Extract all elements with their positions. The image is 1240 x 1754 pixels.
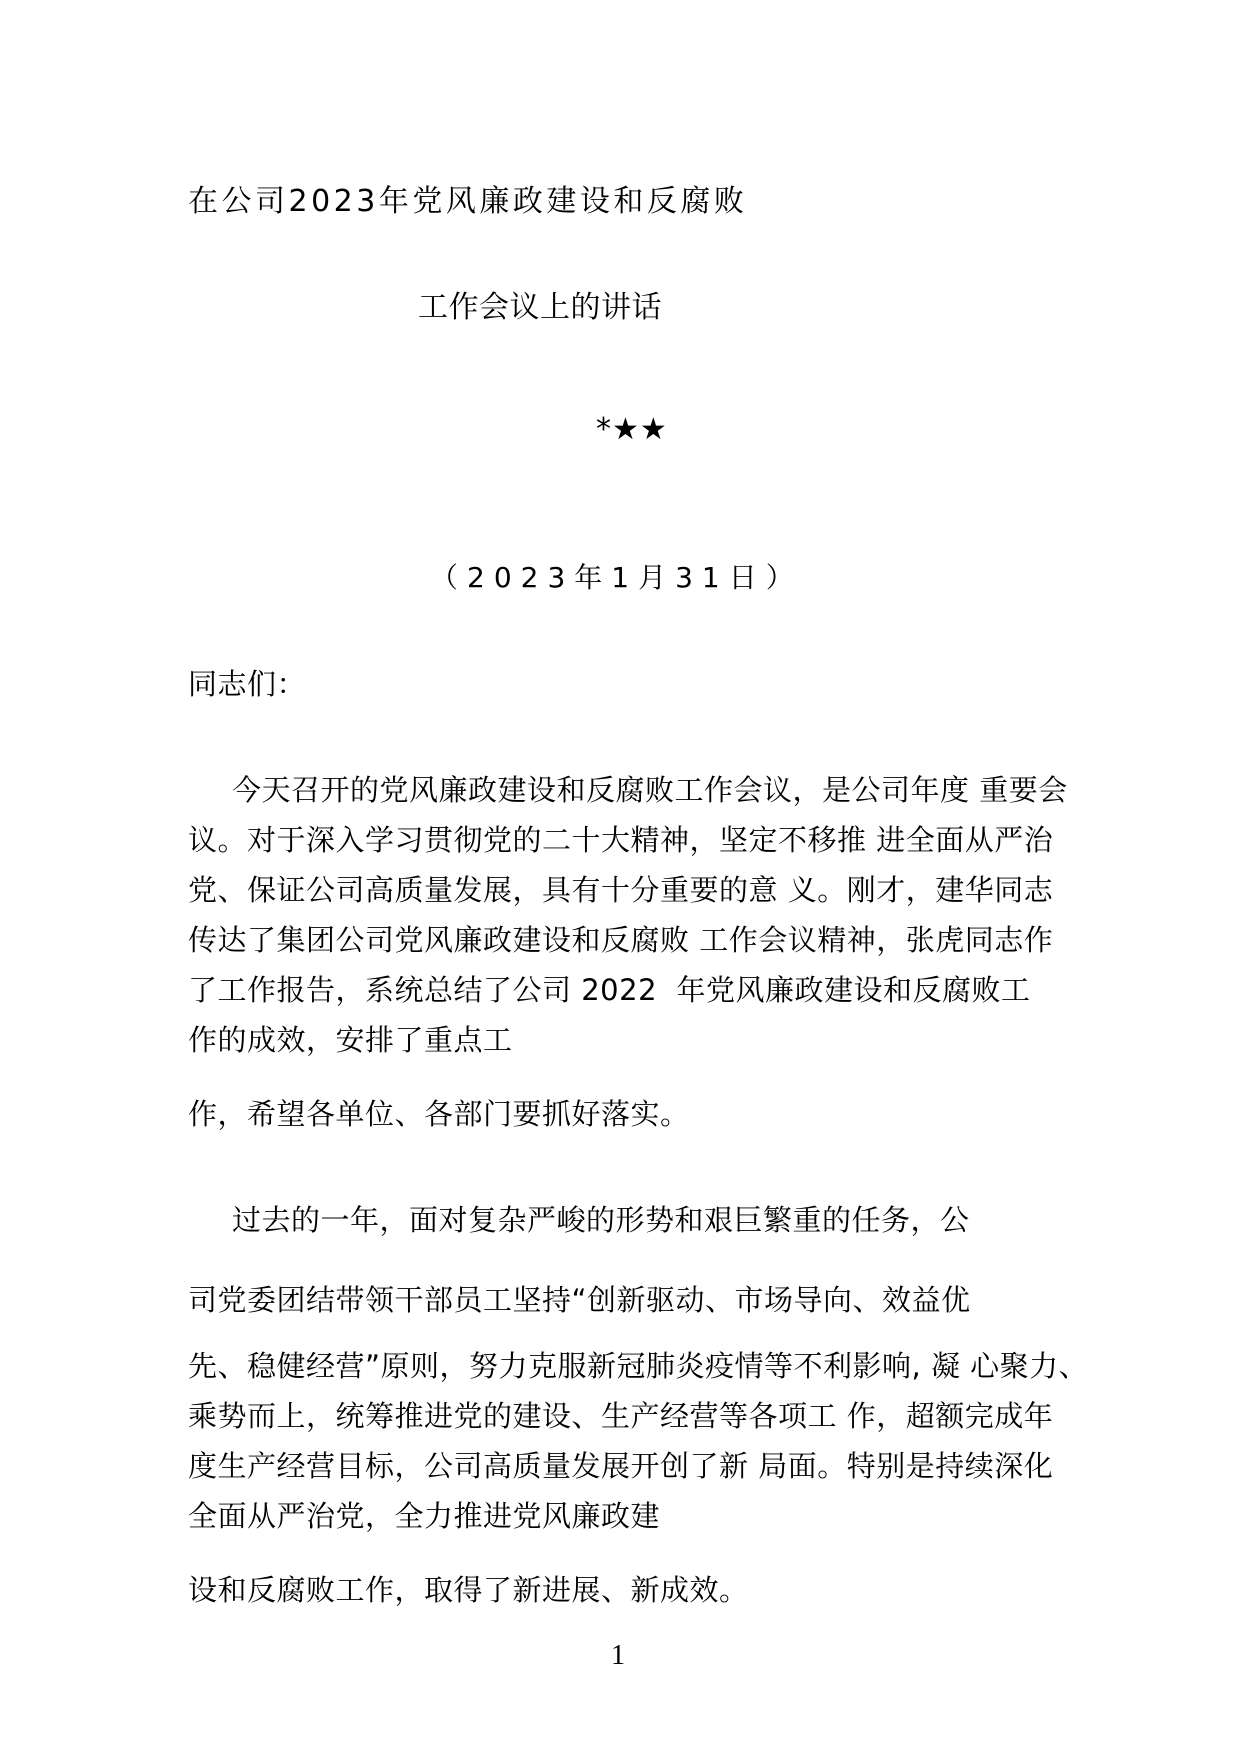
paragraph-2-line-4: 乘势而上，统筹推进党的建设、生产经营等各项工 作，超额完成年	[188, 1399, 1054, 1433]
document-title-line-2: 工作会议上的讲话	[418, 290, 662, 325]
paragraph-2-line-6: 全面从严治党，全力推进党风廉政建	[188, 1499, 661, 1533]
paragraph-1-line-5: 了工作报告，系统总结了公司 2022 年党风廉政建设和反腐败工	[188, 973, 1031, 1007]
paragraph-2-line-3: 先、稳健经营”原则，努力克服新冠肺炎疫情等不利影响, 凝 心聚力、	[188, 1349, 1089, 1383]
salutation: 同志们：	[188, 667, 307, 701]
paragraph-1-line-6: 作的成效，安排了重点工	[188, 1023, 513, 1057]
paragraph-2-line-7: 设和反腐败工作，取得了新进展、新成效。	[188, 1573, 749, 1607]
paragraph-1-line-3: 党、保证公司高质量发展，具有十分重要的意 义。刚才，建华同志	[188, 873, 1054, 907]
paragraph-1-line-1: 今天召开的党风廉政建设和反腐败工作会议，是公司年度 重要会	[232, 773, 1068, 807]
paragraph-1-line-4: 传达了集团公司党风廉政建设和反腐败 工作会议精神，张虎同志作	[188, 923, 1054, 957]
document-title-line-1: 在公司2023年党风廉政建设和反腐败	[188, 184, 748, 219]
paragraph-2-line-2: 司党委团结带领干部员工坚持“创新驱动、市场导向、效益优	[188, 1283, 971, 1317]
paragraph-1-line-7: 作，希望各单位、各部门要抓好落实。	[188, 1097, 690, 1131]
paragraph-2-line-1: 过去的一年，面对复杂严峻的形势和艰巨繁重的任务，公	[232, 1203, 970, 1237]
page-number: 1	[611, 1640, 625, 1671]
paragraph-1-line-2: 议。对于深入学习贯彻党的二十大精神，坚定不移推 进全面从严治	[188, 823, 1054, 857]
paragraph-2-line-5: 度生产经营目标，公司高质量发展开创了新 局面。特别是持续深化	[188, 1449, 1054, 1483]
speech-date: （2023年1月31日）	[430, 561, 803, 594]
author-mark: *★★	[596, 412, 668, 447]
